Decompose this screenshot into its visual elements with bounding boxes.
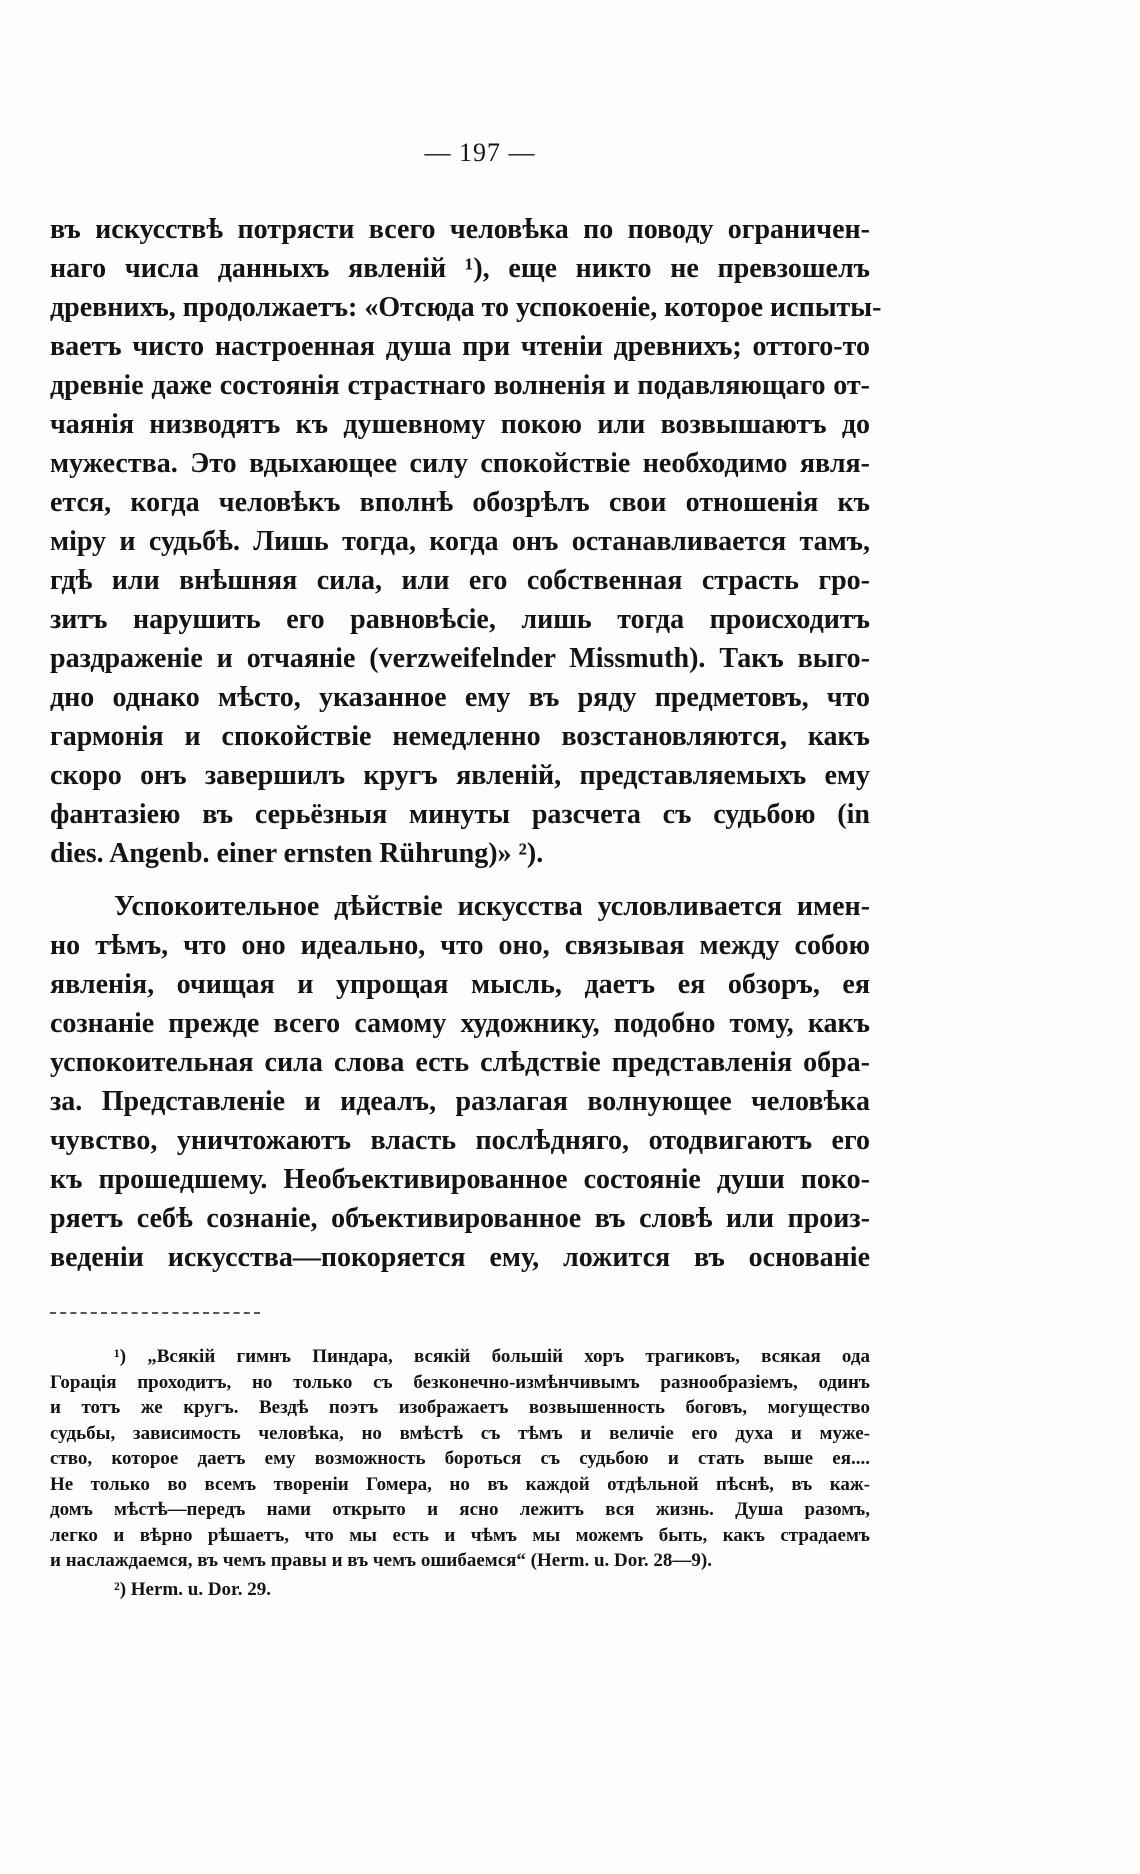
text-line: ряетъ себѣ сознаніе, объективированное въ словѣ или произ- xyxy=(50,1203,870,1234)
text-line: древніе даже состоянія страстнаго волненія и подавляющаго от- xyxy=(50,370,870,401)
text-line: ваетъ чисто настроенная душа при чтеніи древнихъ; оттого-то xyxy=(50,331,870,362)
text-line: явленія, очищая и упрощая мысль, даетъ ея обзоръ, ея xyxy=(50,969,870,1000)
text-line: за. Представленіе и идеалъ, разлагая волнующее человѣка xyxy=(50,1086,870,1117)
footnote-line: ство, которое даетъ ему возможность бороться съ судьбою и стать выше ея.... xyxy=(50,1448,870,1469)
text-line: древнихъ, продолжаетъ: «Отсюда то успокоеніе, которое испыты- xyxy=(50,292,882,323)
footnote-line: и тотъ же кругъ. Вездѣ поэтъ изображаетъ возвышенность боговъ, могущество xyxy=(50,1397,870,1418)
text-line: міру и судьбѣ. Лишь тогда, когда онъ останавливается тамъ, xyxy=(50,526,870,557)
text-line: чувство, уничтожаютъ власть послѣдняго, отодвигаютъ его xyxy=(50,1125,870,1156)
text-line: фантазіею въ серьёзныя минуты разсчета съ судьбою (in xyxy=(50,799,870,830)
page-number: — 197 — xyxy=(424,138,536,167)
text-line: мужества. Это вдыхающее силу спокойствіе необходимо явля- xyxy=(50,448,870,479)
footnote-line: ¹) „Всякій гимнъ Пиндара, всякій большій хоръ трагиковъ, всякая ода xyxy=(114,1346,870,1367)
text-line: скоро онъ завершилъ кругъ явленій, представляемыхъ ему xyxy=(50,760,870,791)
text-line: дно однако мѣсто, указанное ему въ ряду предметовъ, что xyxy=(50,682,870,713)
text-line: чаянія низводятъ къ душевному покою или возвышаютъ до xyxy=(50,409,870,440)
paragraph-1 xyxy=(50,210,882,873)
paragraph-2 xyxy=(50,887,870,1277)
text-line: въ искусствѣ потрясти всего человѣка по поводу ограничен- xyxy=(50,214,870,245)
text-line: гдѣ или внѣшняя сила, или его собственная страсть гро- xyxy=(50,565,870,596)
text-line: наго числа данныхъ явленій ¹), еще никто не превзошелъ xyxy=(50,253,870,284)
footnote-line: легко и вѣрно рѣшаетъ, что мы есть и чѣмъ мы можемъ быть, какъ страдаемъ xyxy=(50,1524,870,1546)
text-line: но тѣмъ, что оно идеально, что оно, связывая между собою xyxy=(50,930,870,961)
text-line: веденіи искусства—покоряется ему, ложится въ основаніе xyxy=(50,1242,870,1273)
text-line: dies. Angenb. einer ernsten Rührung)» ²). xyxy=(50,838,544,869)
text-line: успокоительная сила слова есть слѣдствіе представленія обра- xyxy=(50,1047,870,1078)
text-line: ется, когда человѣкъ вполнѣ обозрѣлъ свои отношенія къ xyxy=(50,487,870,518)
footnote-line: домъ мѣстѣ—передъ нами открыто и ясно лежитъ вся жизнь. Душа разомъ, xyxy=(50,1499,870,1520)
text-line: гармонія и спокойствіе немедленно возстановляются, какъ xyxy=(50,721,870,752)
text-line: зитъ нарушить его равновѣсіе, лишь тогда происходитъ xyxy=(50,604,870,635)
footnote-line: Горація проходитъ, но только съ безконечно-измѣнчивымъ разнообразіемъ, одинъ xyxy=(50,1371,870,1393)
text-line: сознаніе прежде всего самому художнику, подобно тому, какъ xyxy=(50,1008,870,1039)
footnotes xyxy=(50,1344,870,1604)
footnote-line: Не только во всемъ твореніи Гомера, но въ каждой отдѣльной пѣснѣ, въ каж- xyxy=(50,1473,870,1495)
footnote-separator xyxy=(50,1312,260,1314)
text-line: къ прошедшему. Необъективированное состояніе души поко- xyxy=(50,1164,870,1195)
footnote-2: ²) Herm. u. Dor. 29. xyxy=(114,1578,271,1600)
text-line: раздраженіе и отчаяніе (verzweifelnder Missmuth). Такъ выго- xyxy=(50,643,870,674)
footnote-line: судьбы, зависимость человѣка, но вмѣстѣ съ тѣмъ и величіе его духа и муже- xyxy=(50,1422,870,1444)
text-line: Успокоительное дѣйствіе искусства условливается имен- xyxy=(114,891,870,922)
footnote-line: и наслаждаемся, въ чемъ правы и въ чемъ ошибаемся“ (Herm. u. Dor. 28—9). xyxy=(50,1550,713,1571)
